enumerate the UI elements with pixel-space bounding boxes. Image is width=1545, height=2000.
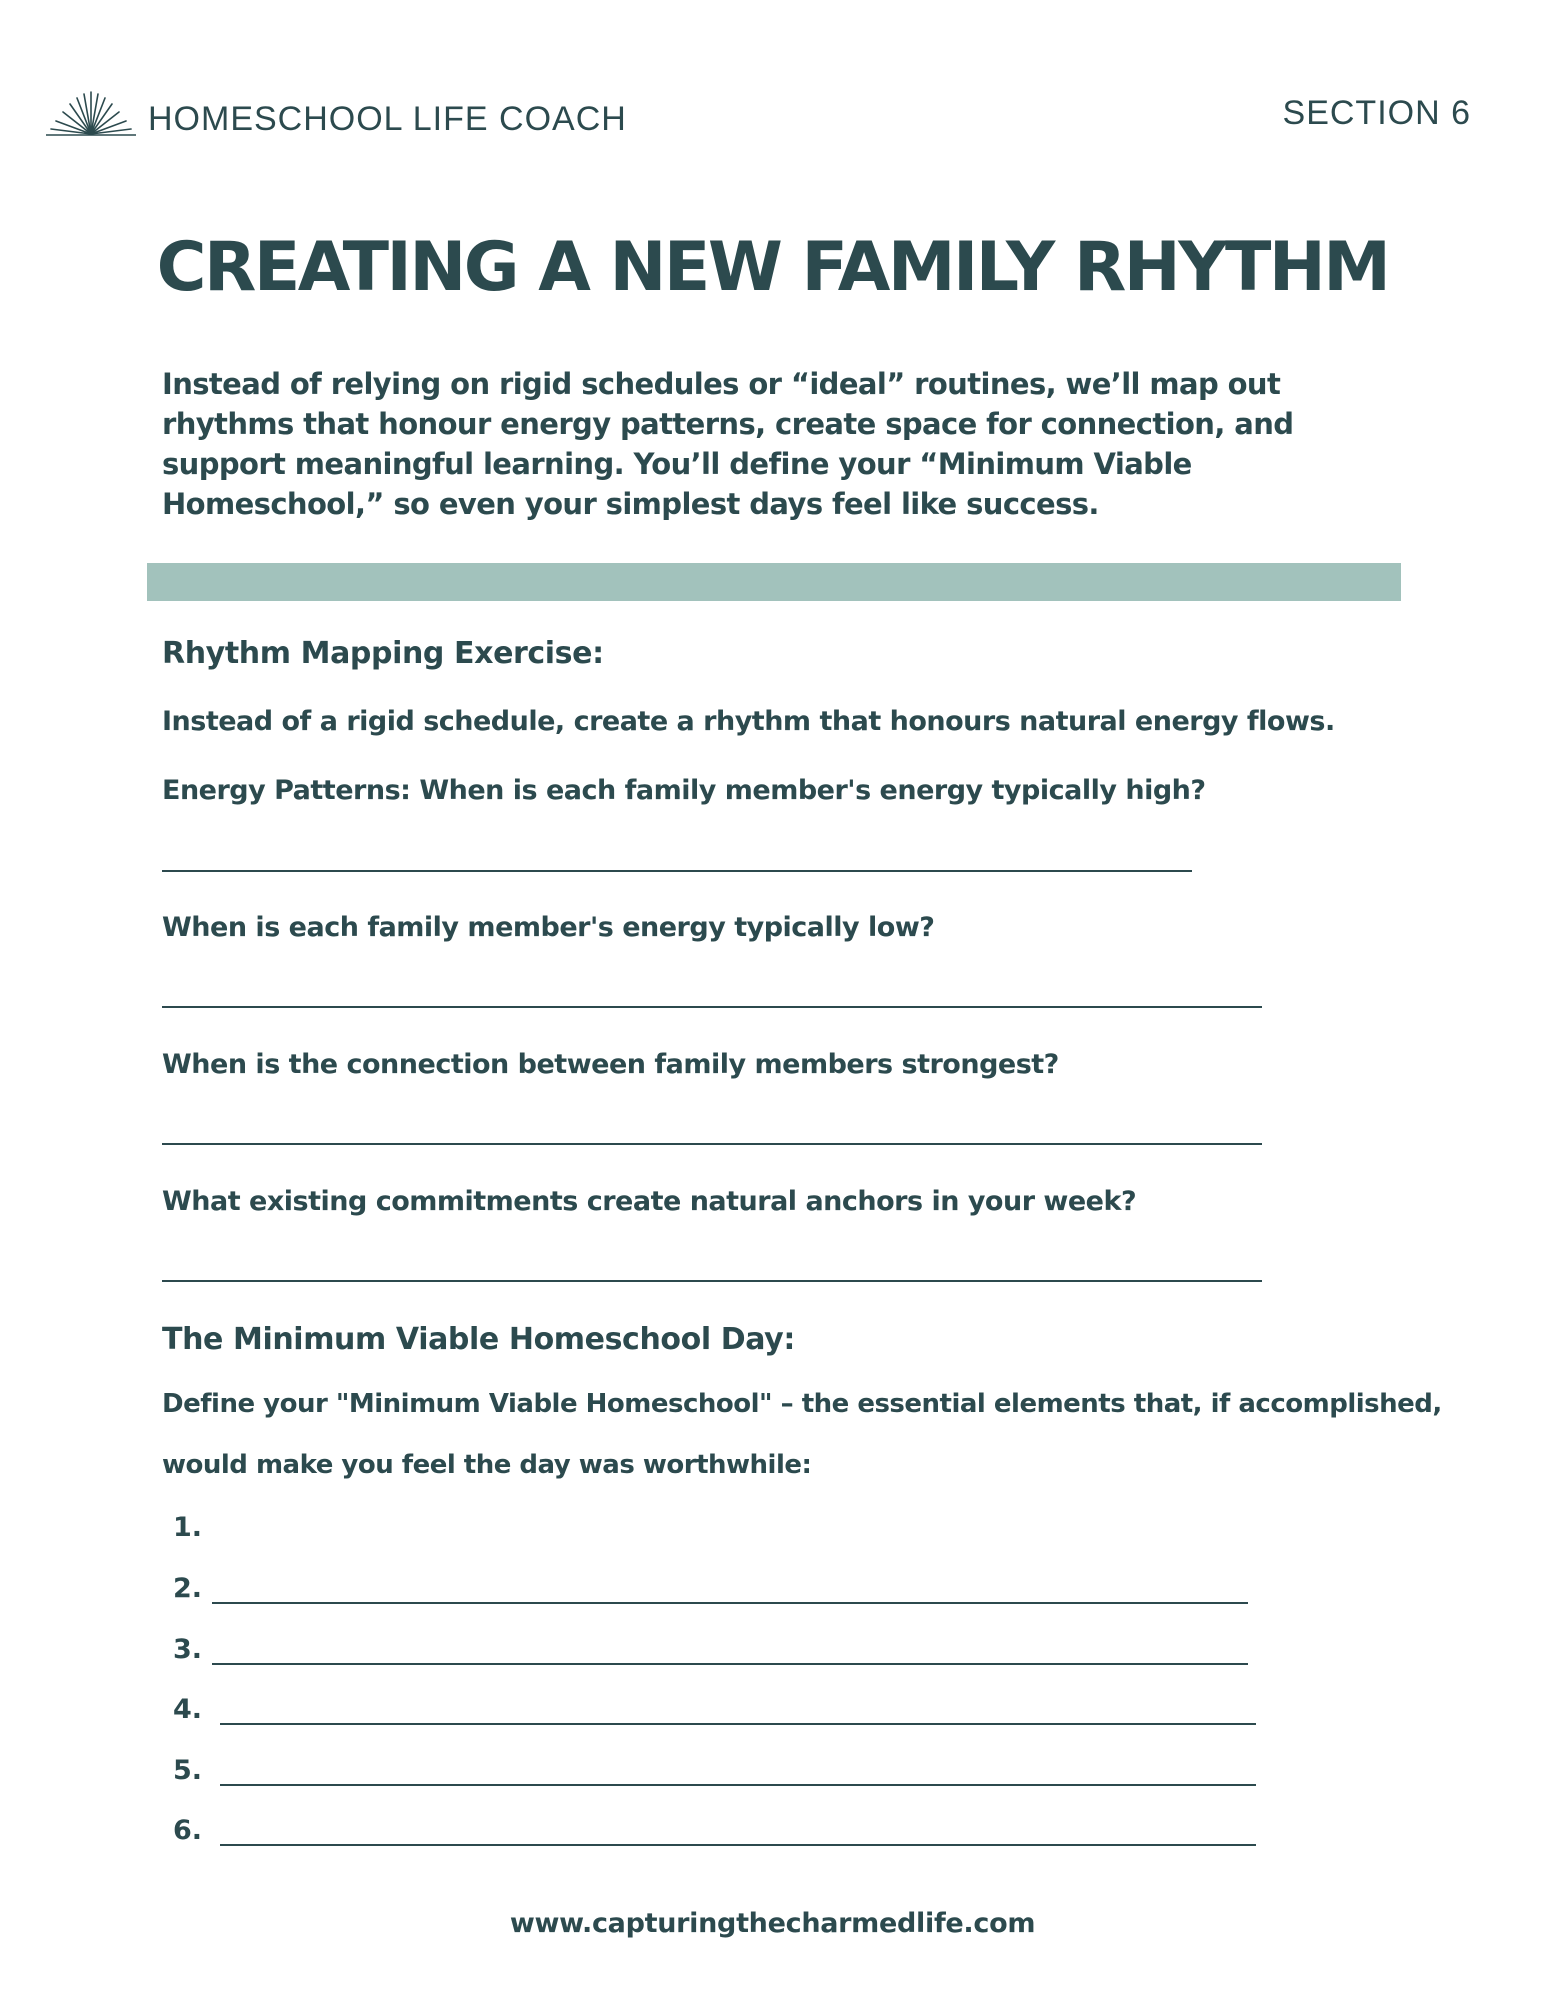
mvh-description-line-1: Define your "Minimum Viable Homeschool" – the essential elements that, if accomplished, — [162, 1389, 1442, 1419]
list-number: 6. — [172, 1815, 202, 1846]
page-title: CREATING A NEW FAMILY RHYTHM — [156, 228, 1389, 307]
list-number: 4. — [172, 1694, 202, 1725]
answer-line[interactable] — [162, 870, 1192, 872]
rhythm-heading: Rhythm Mapping Exercise: — [162, 636, 604, 671]
question-anchors: What existing commitments create natural anchors in your week? — [162, 1186, 1137, 1217]
question-energy-high: Energy Patterns: When is each family member's energy typically high? — [162, 775, 1206, 806]
sunburst-icon — [46, 88, 136, 140]
question-connection: When is the connection between family members strongest? — [162, 1049, 1059, 1080]
answer-line[interactable] — [162, 1143, 1262, 1145]
list-answer-line[interactable] — [220, 1844, 1256, 1846]
footer-url[interactable]: www.capturingthecharmedlife.com — [509, 1908, 1036, 1939]
list-answer-line[interactable] — [212, 1663, 1248, 1665]
intro-paragraph: Instead of relying on rigid schedules or “ideal” routines, we’ll map out rhythms that honour energy patterns, create space for connection, and support meaningful learning. You’ll define your “Minimum Viable Homeschool,” so even your simplest days feel like success. — [162, 367, 1294, 521]
section-label: SECTION 6 — [1282, 94, 1471, 132]
brand-name: HOMESCHOOL LIFE COACH — [148, 100, 627, 138]
mvh-description-line-2: would make you feel the day was worthwhile: — [162, 1450, 812, 1480]
list-answer-line[interactable] — [220, 1784, 1256, 1786]
rhythm-subtext: Instead of a rigid schedule, create a rhythm that honours natural energy flows. — [162, 706, 1335, 737]
answer-line[interactable] — [162, 1280, 1262, 1282]
question-energy-low: When is each family member's energy typically low? — [162, 912, 935, 943]
list-number: 2. — [172, 1573, 202, 1604]
mvh-heading: The Minimum Viable Homeschool Day: — [162, 1322, 795, 1357]
list-number: 3. — [172, 1634, 202, 1665]
list-answer-line[interactable] — [220, 1723, 1256, 1725]
list-answer-line[interactable] — [212, 1602, 1248, 1604]
list-number: 1. — [172, 1512, 202, 1543]
answer-line[interactable] — [162, 1006, 1262, 1008]
list-number: 5. — [172, 1755, 202, 1786]
divider-bar — [147, 563, 1401, 601]
